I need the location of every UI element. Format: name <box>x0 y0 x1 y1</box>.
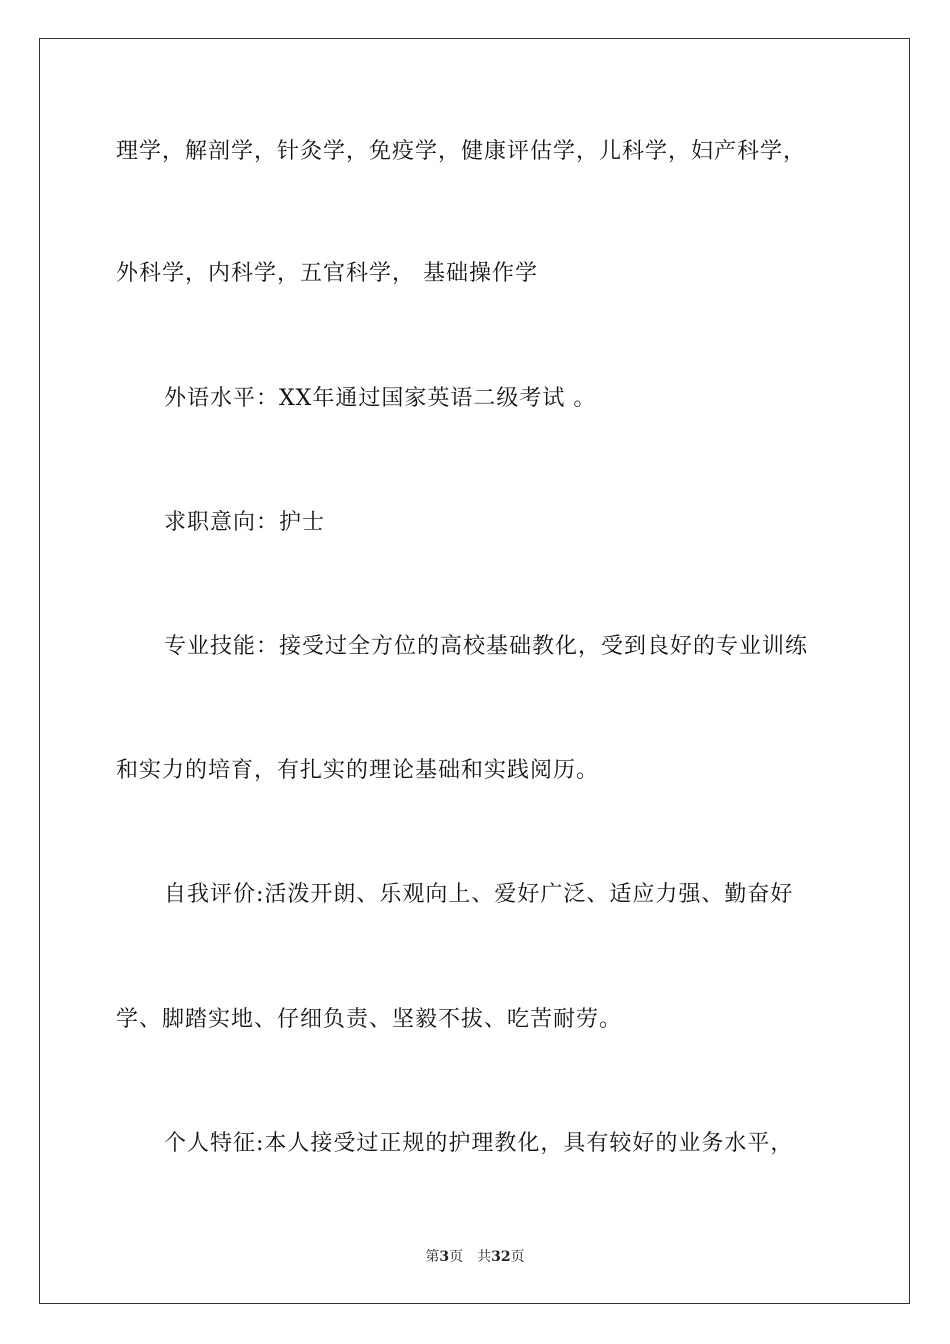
total-suffix: 页 <box>510 1249 525 1265</box>
text-line: 个人特征:本人接受过正规的护理教化，具有较好的业务水平， <box>164 1131 794 1156</box>
page-total: 32 <box>491 1249 511 1265</box>
text-line: 外科学，内科学，五官科学， 基础操作学 <box>116 261 538 286</box>
text-line: 学、脚踏实地、仔细负责、坚毅不拔、吃苦耐劳。 <box>116 1007 623 1032</box>
text-line: 求职意向：护士 <box>164 510 326 535</box>
page-suffix: 页 <box>449 1249 464 1265</box>
text-line: 和实力的培育，有扎实的理论基础和实践阅历。 <box>116 758 600 783</box>
page-prefix: 第 <box>425 1249 440 1265</box>
text-line: 外语水平：XX年通过国家英语二级考试 。 <box>164 386 597 411</box>
page-footer <box>0 1248 950 1266</box>
text-line: 理学，解剖学，针灸学，免疫学，健康评估学，儿科学，妇产科学， <box>116 139 807 164</box>
total-prefix: 共 <box>477 1249 492 1265</box>
page-frame <box>39 38 910 1304</box>
text-line: 专业技能：接受过全方位的高校基础教化，受到良好的专业训练 <box>164 634 809 659</box>
text-line: 自我评价:活泼开朗、乐观向上、爱好广泛、适应力强、勤奋好 <box>164 882 794 907</box>
page-current: 3 <box>439 1249 450 1265</box>
